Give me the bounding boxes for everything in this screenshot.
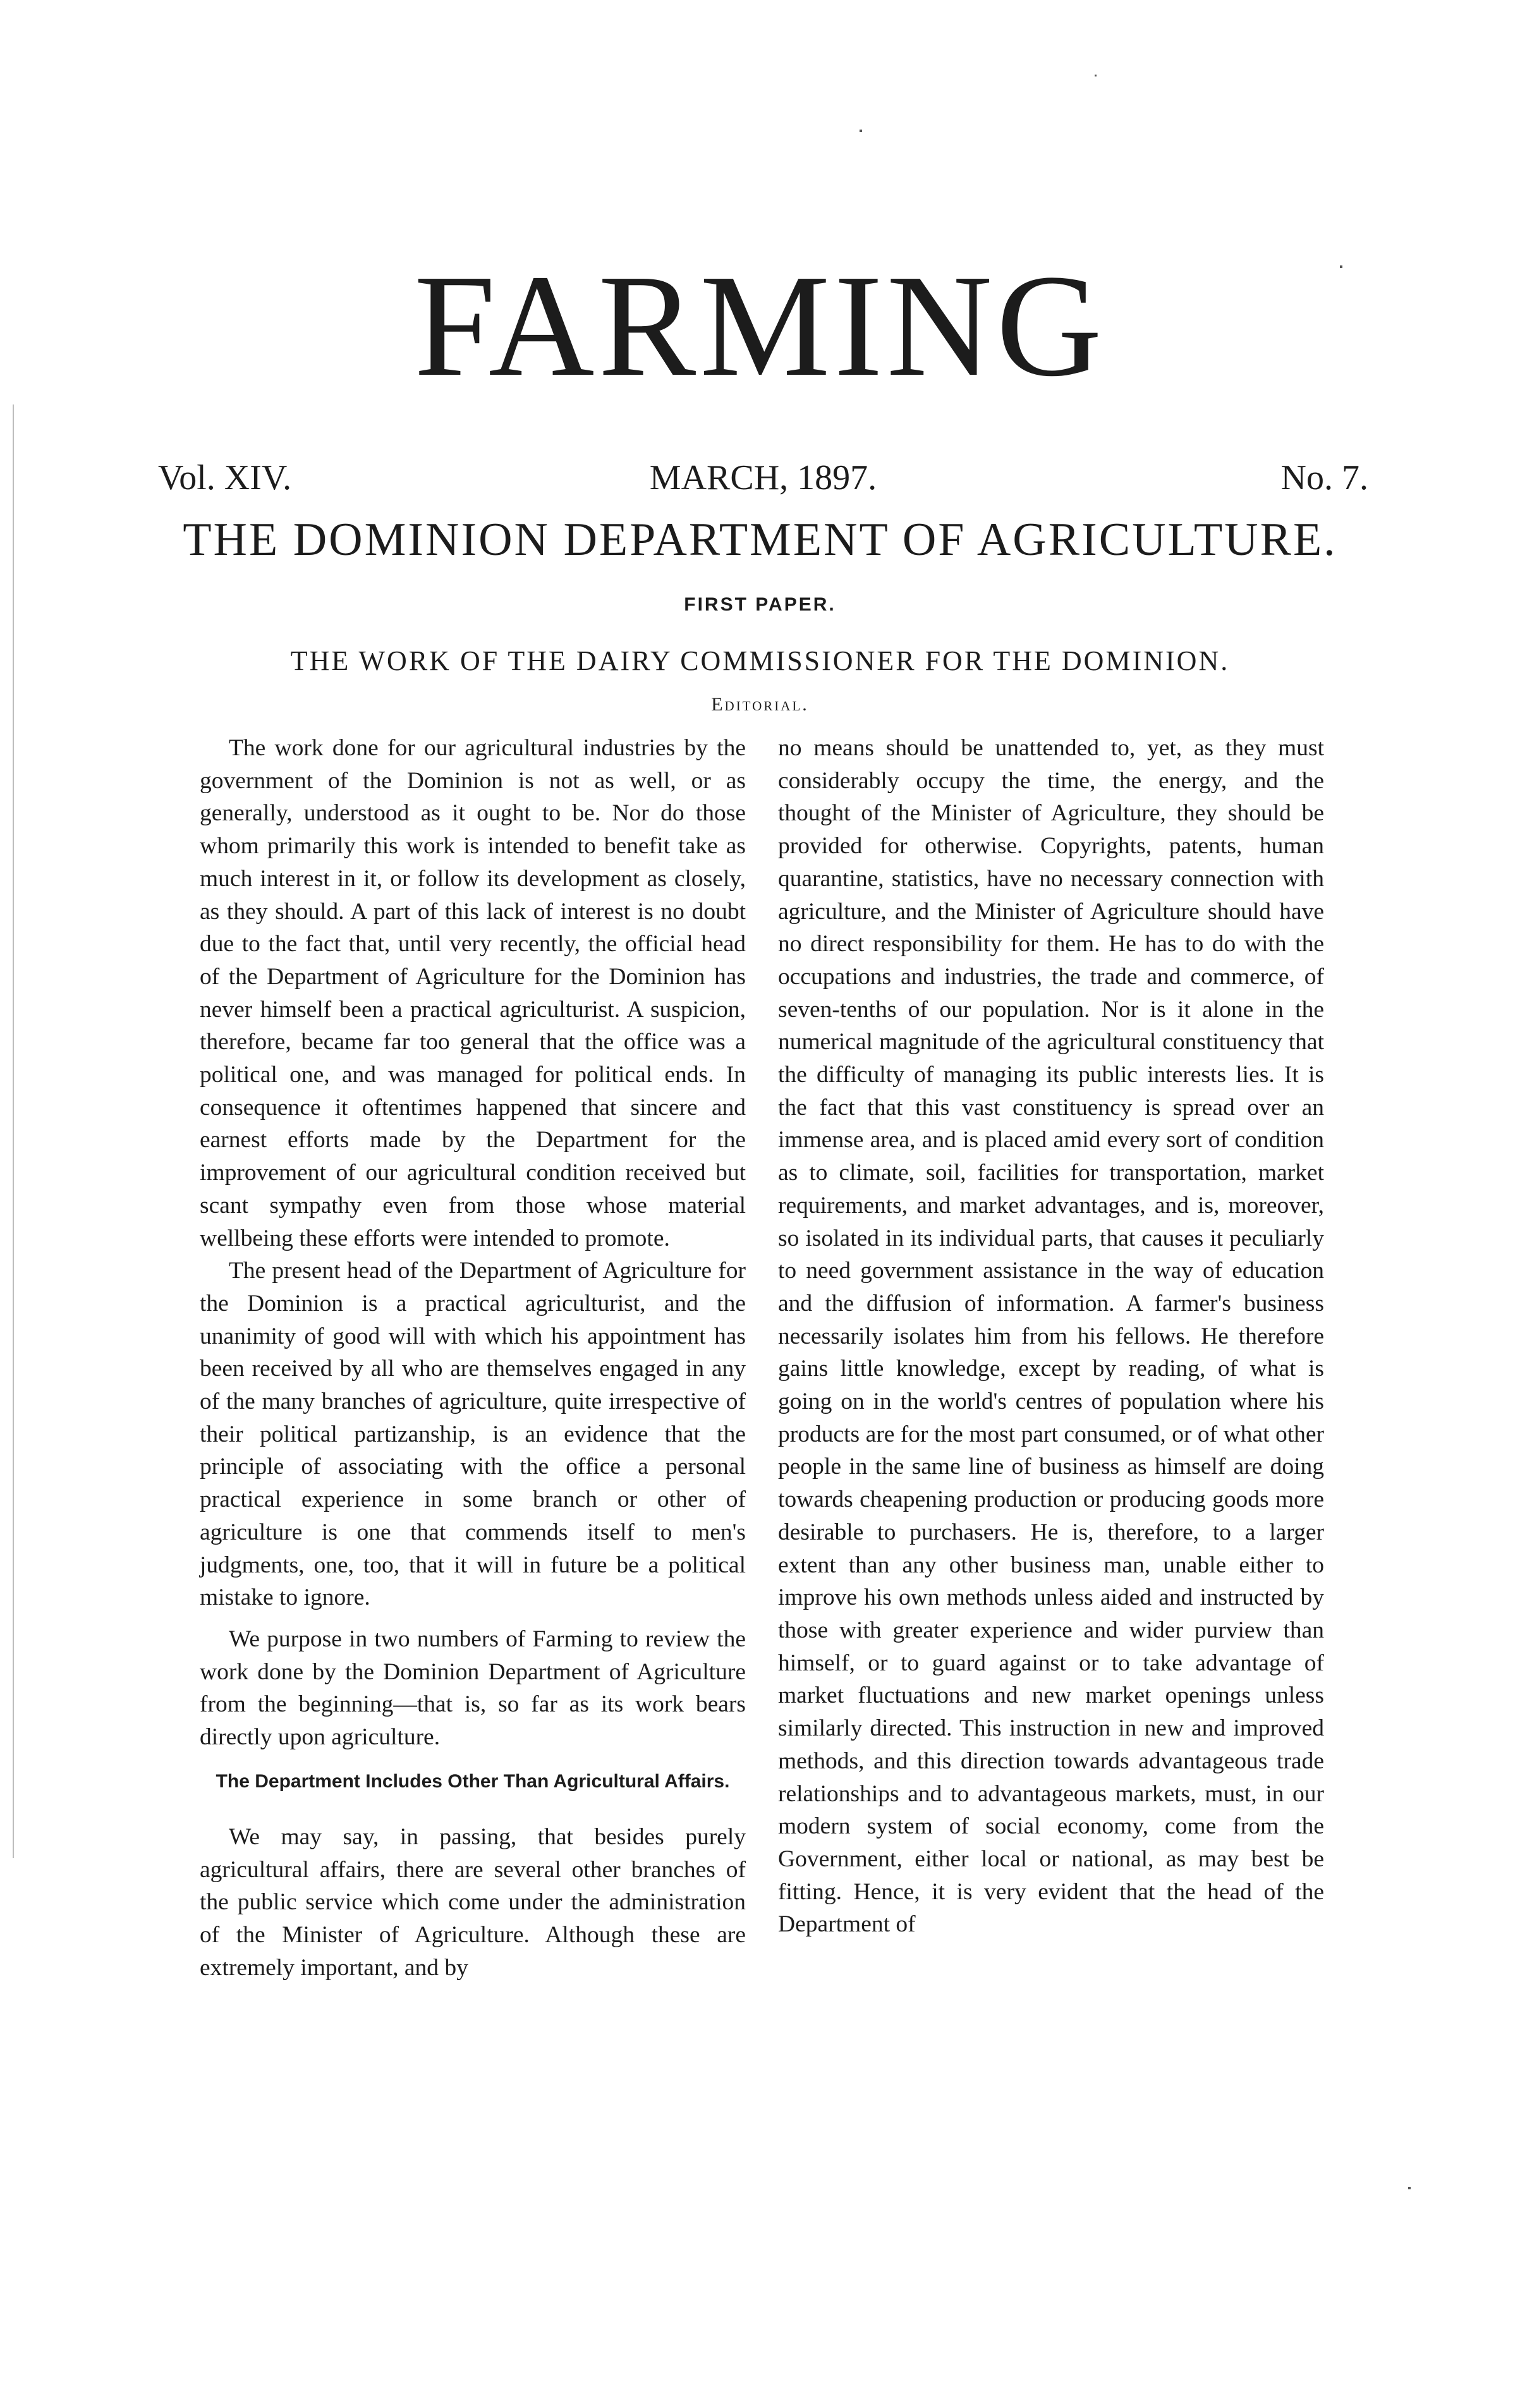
margin-speck bbox=[860, 130, 862, 132]
issue-line bbox=[158, 453, 1368, 503]
margin-speck bbox=[1340, 265, 1342, 268]
margin-speck bbox=[13, 404, 14, 1858]
section-label: Editorial. bbox=[711, 694, 809, 715]
paragraph: We purpose in two numbers of Farming to review the work done by the Dominion Department of Agriculture from the beginning—that is, so far as its work bears directly upon agriculture. bbox=[200, 1626, 746, 1751]
paragraph: We may say, in passing, that besides purely agricultural affairs, there are several other branches of the public service which come under the administration of the Minister of Agriculture. Although these are extremely important, and by bbox=[200, 1823, 746, 1981]
masthead-title: FARMING bbox=[414, 245, 1106, 407]
article-title: THE DOMINION DEPARTMENT OF AGRICULTURE. bbox=[183, 514, 1337, 566]
issue-date: MARCH, 1897. bbox=[649, 458, 877, 497]
paragraph: The work done for our agricultural industries by the government of the Dominion is not as well, or as generally, understood as it ought to be. Nor do those whom primarily this work is intended to benefit take as much interest in it, or follow its development as closely, as they should. A part of this lack of interest is no doubt due to the fact that, until very recently, the official head of the Department of Agriculture for the Dominion has never himself been a practical agriculturist. A suspicion, therefore, became far too general that the office was a political one, and was managed for political ends. In consequence it oftentimes happened that sincere and earnest efforts made by the Department for the improvement of our agricultural condition received but scant sympathy even from those whose material wellbeing these efforts were intended to promote. bbox=[200, 735, 746, 1251]
section-subheading: The Department Includes Other Than Agricultural Affairs. bbox=[216, 1770, 730, 1792]
issue-number: No. 7. bbox=[1280, 458, 1368, 497]
volume-number: Vol. XIV. bbox=[158, 458, 292, 497]
margin-speck bbox=[1408, 2187, 1411, 2189]
left-column bbox=[200, 732, 746, 1984]
paragraph: The present head of the Department of Agriculture for the Dominion is a practical agriculturist, and the unanimity of good will with which his appointment has been received by all who are themselves engaged in any of the many branches of agriculture, quite irrespective of their political partizanship, is an evidence that the principle of associating with the office a personal practical experience in some branch or other of agriculture is one that commends itself to men's judgments, one, too, that it will in future be a political mistake to ignore. bbox=[200, 1258, 746, 1611]
margin-speck bbox=[1095, 75, 1097, 76]
article-subtitle: THE WORK OF THE DAIRY COMMISSIONER FOR THE DOMINION. bbox=[290, 645, 1230, 676]
right-column bbox=[778, 732, 1324, 1941]
paper-label: FIRST PAPER. bbox=[684, 594, 836, 615]
paragraph: no means should be unattended to, yet, as they must considerably occupy the time, the energy, and the thought of the Minister of Agriculture, they should be provided for otherwise. Copyrights, patents, human quarantine, statistics, have no necessary connection with agriculture, and the Minister of Agriculture should have no direct responsibility for them. He has to do with the occupations and industries, the trade and commerce, of seven-tenths of our population. Nor is it alone in the numerical magnitude of the agricultural constituency that the difficulty of managing its public interests lies. It is the fact that this vast constituency is spread over an immense area, and is placed amid every sort of condition as to climate, soil, facilities for transportation, market requirements, and market advantages, and is, moreover, so isolated in its individual parts, that causes it peculiarly to need government assistance in the way of education and the diffusion of information. A farmer's business necessarily isolates him from his fellows. He therefore gains little knowledge, except by reading, of what is going on in the world's centres of population where his products are for the most part consumed, or of what other people in the same line of business as himself are doing towards cheapening production or producing goods more desirable to purchasers. He is, therefore, to a larger extent than any other business man, unable either to improve his own methods unless aided and instructed by those with greater experience and wider purview than himself, or to guard against or to take advantage of market fluctuations and new market openings unless similarly directed. This instruction in new and improved methods, and this direction towards advantageous trade relationships and to advantageous markets, must, in our modern system of social economy, come from the Government, either local or national, as may best be fitting. Hence, it is very evident that the head of the Department of bbox=[778, 735, 1324, 1938]
